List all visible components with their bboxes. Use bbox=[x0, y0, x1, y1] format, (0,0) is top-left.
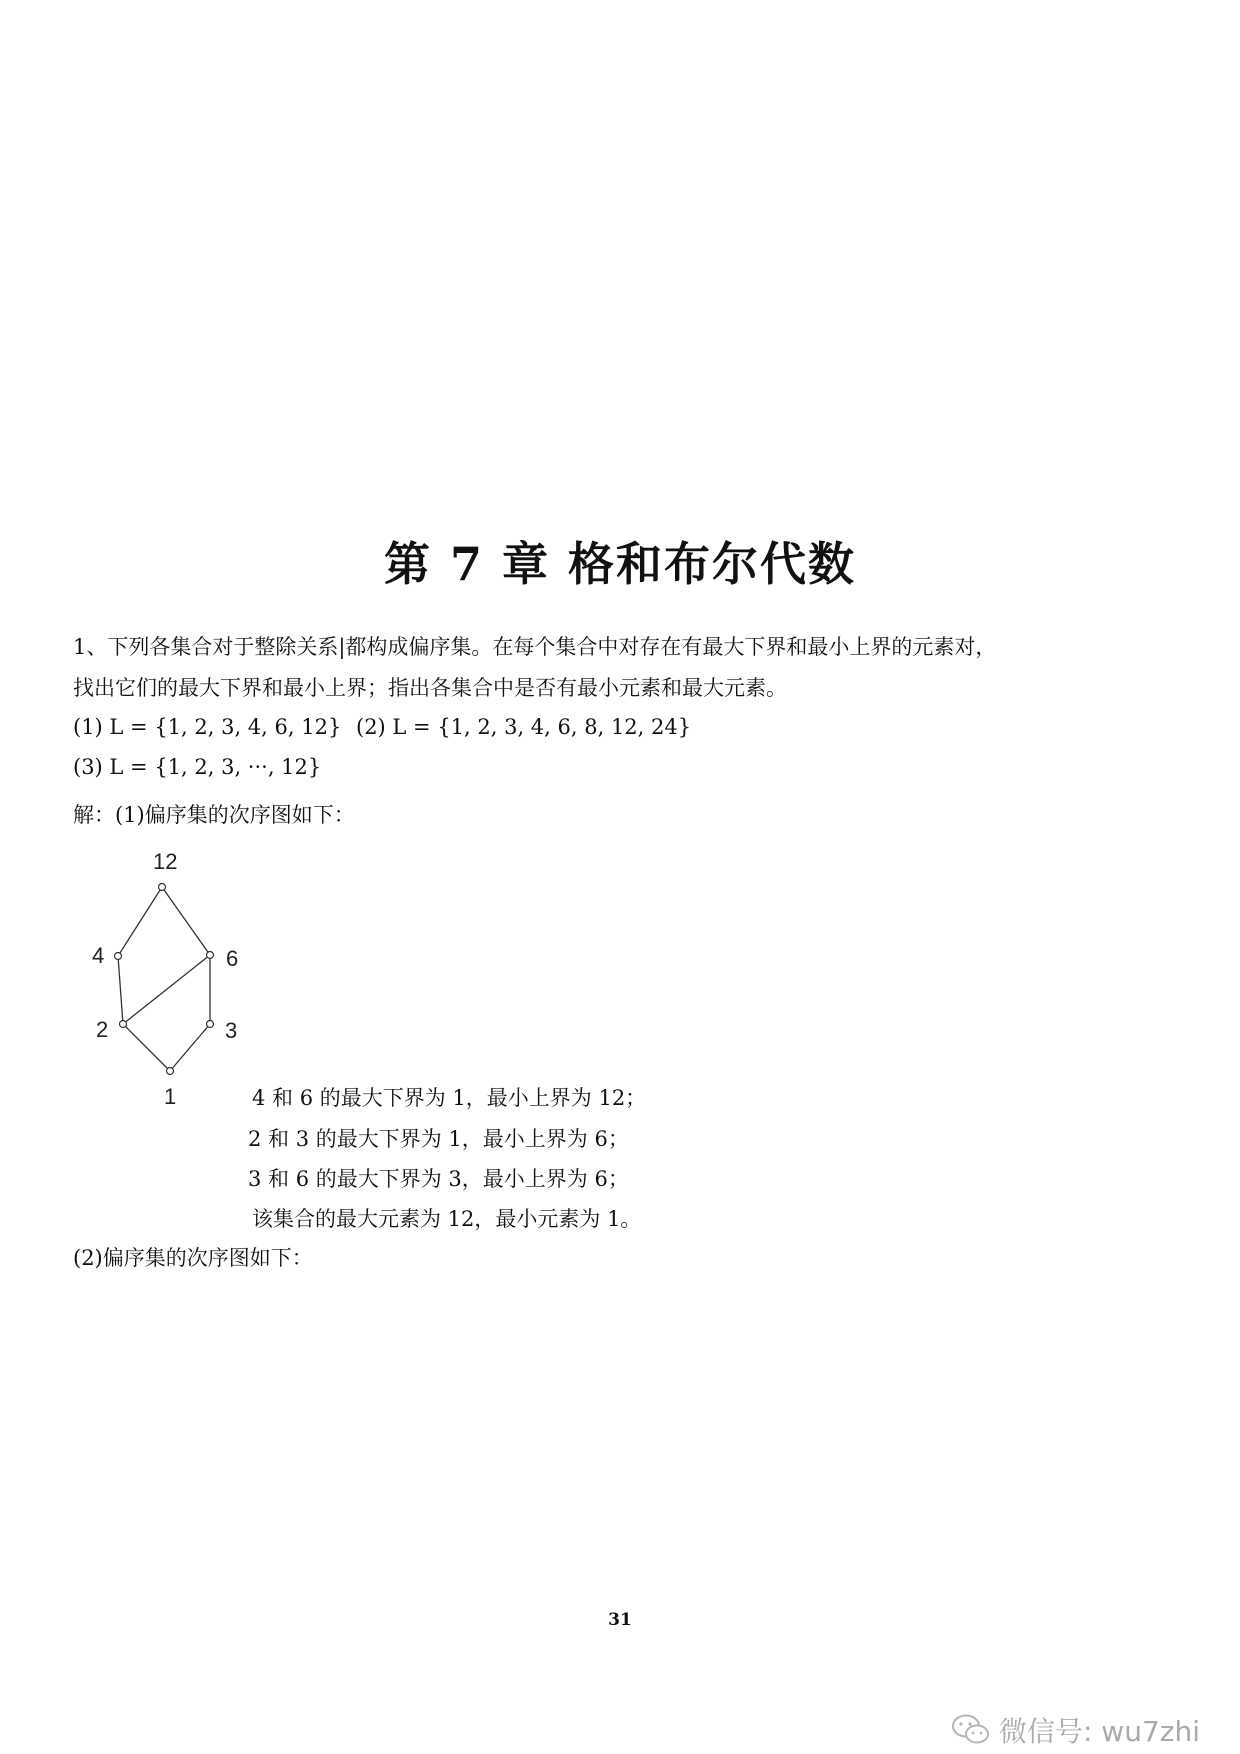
edge-12-4 bbox=[118, 887, 162, 956]
node-label-3: 3 bbox=[225, 1018, 238, 1043]
problem-part-3: (3) L = {1, 2, 3, ···, 12} bbox=[73, 755, 322, 779]
part2-intro: (2)偏序集的次序图如下： bbox=[73, 1246, 313, 1270]
edge-12-6 bbox=[162, 887, 210, 955]
watermark-text: 微信号: wu7zhi bbox=[998, 1715, 1200, 1748]
node-label-1: 1 bbox=[164, 1084, 177, 1109]
edge-4-2 bbox=[118, 956, 123, 1024]
node-label-4: 4 bbox=[92, 943, 105, 968]
wechat-icon bbox=[951, 1713, 991, 1747]
chapter-title: 第 7 章 格和布尔代数 bbox=[383, 537, 857, 591]
answer-line-3: 3 和 6 的最大下界为 3，最小上界为 6； bbox=[248, 1167, 629, 1191]
problem-part-2: (2) L = {1, 2, 3, 4, 6, 8, 12, 24} bbox=[356, 715, 692, 739]
edge-2-1 bbox=[123, 1024, 170, 1071]
page-number: 31 bbox=[608, 1610, 632, 1630]
node-2 bbox=[120, 1021, 127, 1028]
problem-line-1: 1、下列各集合对于整除关系|都构成偏序集。在每个集合中对存在有最大下界和最小上界的元素对， bbox=[73, 635, 997, 659]
answer-line-4: 该集合的最大元素为 12，最小元素为 1。 bbox=[252, 1207, 642, 1231]
node-label-12: 12 bbox=[153, 849, 178, 874]
node-6 bbox=[207, 952, 214, 959]
node-1 bbox=[167, 1068, 174, 1075]
hasse-diagram bbox=[80, 840, 260, 1110]
answer-line-1: 4 和 6 的最大下界为 1，最小上界为 12； bbox=[252, 1086, 647, 1110]
edge-6-2 bbox=[123, 955, 210, 1024]
node-4 bbox=[115, 953, 122, 960]
watermark bbox=[951, 1710, 1200, 1750]
edge-3-1 bbox=[170, 1024, 210, 1071]
node-label-2: 2 bbox=[96, 1017, 109, 1042]
answer-line-2: 2 和 3 的最大下界为 1，最小上界为 6； bbox=[248, 1127, 629, 1151]
solution-intro: 解：(1)偏序集的次序图如下： bbox=[73, 803, 355, 827]
problem-line-2: 找出它们的最大下界和最小上界；指出各集合中是否有最小元素和最大元素。 bbox=[73, 676, 787, 700]
problem-part-1: (1) L = {1, 2, 3, 4, 6, 12} bbox=[73, 715, 342, 739]
node-12 bbox=[159, 884, 166, 891]
node-label-6: 6 bbox=[226, 946, 239, 971]
node-3 bbox=[207, 1021, 214, 1028]
